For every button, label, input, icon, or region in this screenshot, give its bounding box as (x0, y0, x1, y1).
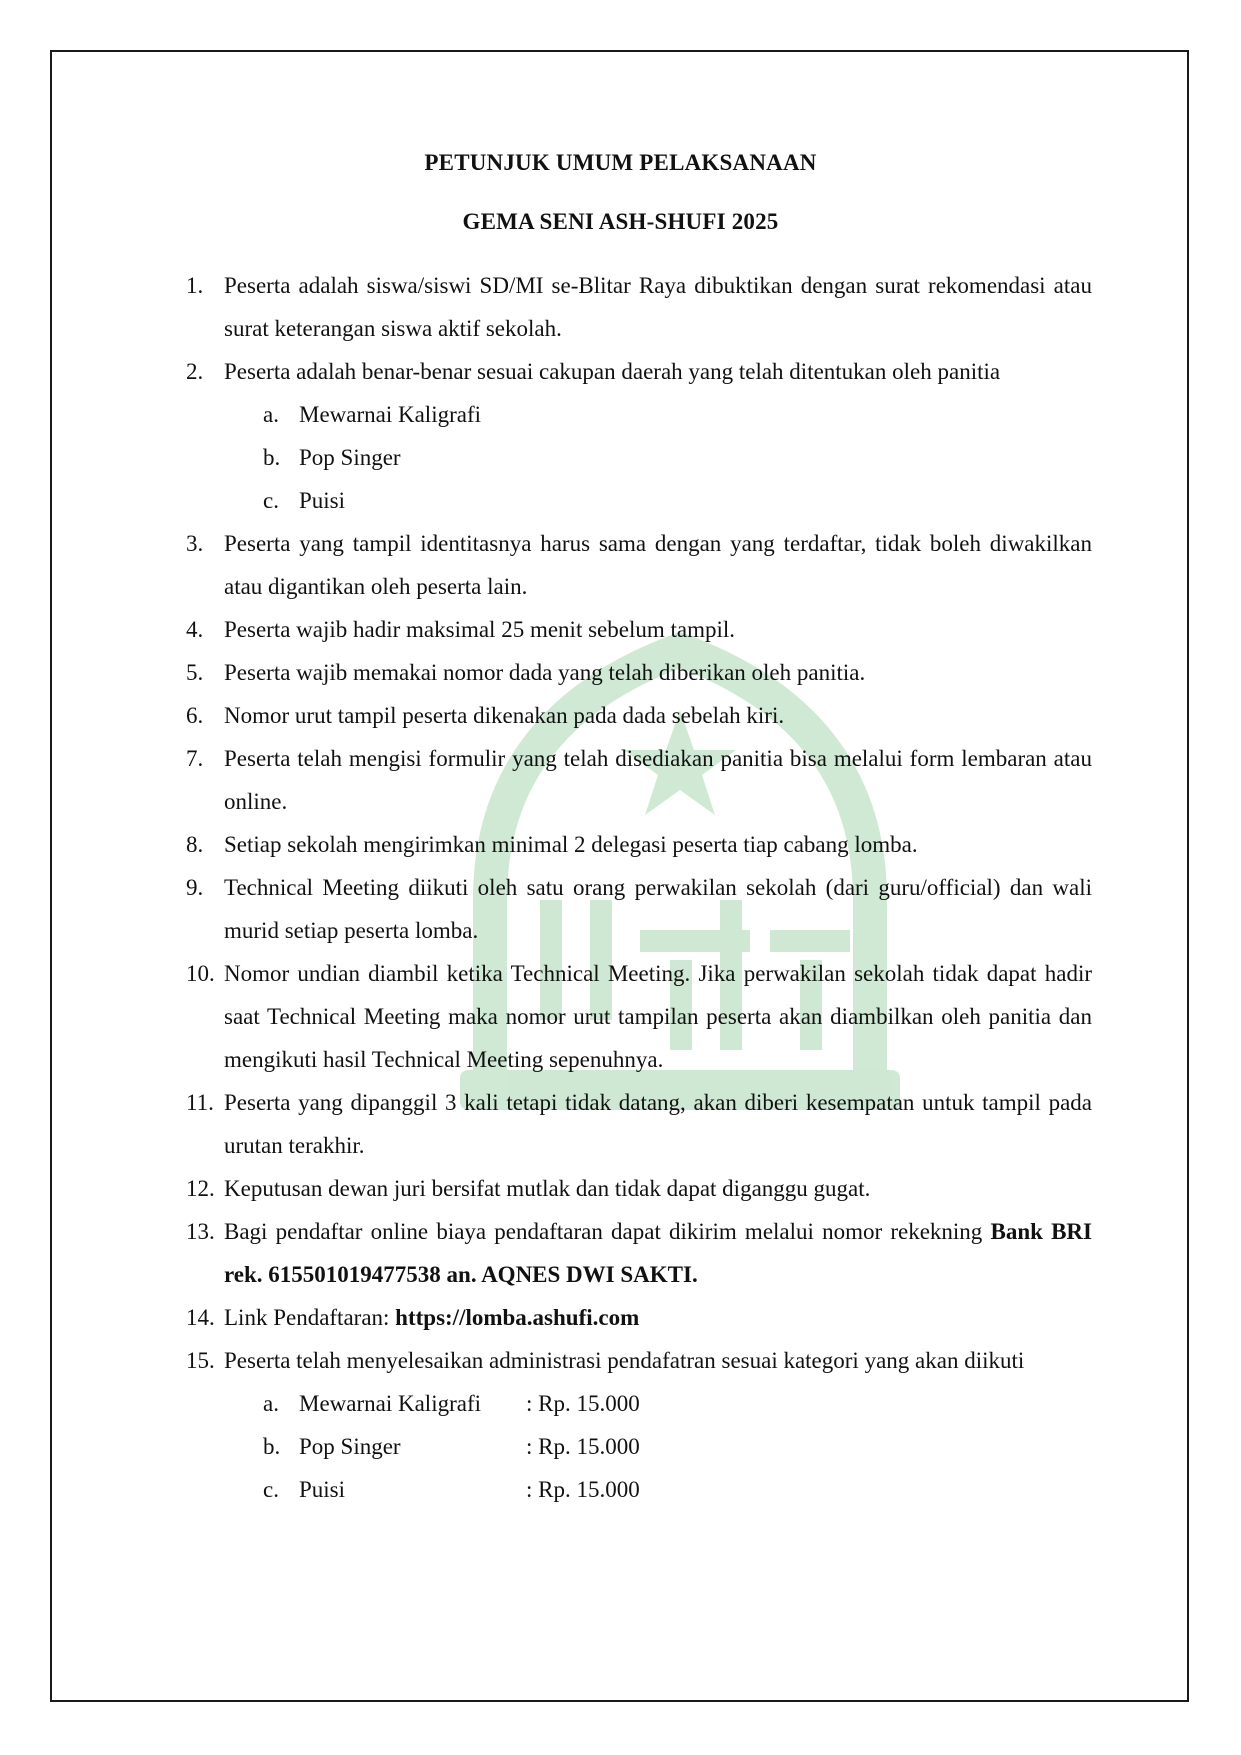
fee-letter: c. (263, 1477, 279, 1502)
category-letter: c. (263, 488, 279, 513)
item-text: Bagi pendaftar online biaya pendaftaran dapat dikirim melalui nomor rekekning (224, 1219, 991, 1244)
item-number: 8. (186, 832, 204, 857)
fee-item (186, 1468, 1092, 1511)
category-item (186, 479, 1092, 522)
item-text: Nomor undian diambil ketika Technical Meeting. Jika perwakilan sekolah tidak dapat hadir saat Technical Meeting maka nomor urut tampilan peserta akan diambilkan oleh panitia dan mengikuti hasil Technical Meeting sepenuhnya. (224, 961, 1092, 1072)
fee-amount: : Rp. 15.000 (526, 1477, 640, 1502)
item-text: Peserta wajib hadir maksimal 25 menit sebelum tampil. (224, 617, 735, 642)
item-text: Peserta telah menyelesaikan administrasi pendafatran sesuai kategori yang akan diikuti (224, 1348, 1025, 1373)
list-item (186, 952, 1092, 1081)
item-text: Peserta yang tampil identitasnya harus sama dengan yang terdaftar, tidak boleh diwakilkan atau digantikan oleh peserta lain. (224, 531, 1092, 599)
item-number: 2. (186, 359, 204, 384)
list-item (186, 823, 1092, 866)
list-item (186, 651, 1092, 694)
item-number: 5. (186, 660, 204, 685)
item-number: 10. (186, 961, 215, 986)
list-item (186, 522, 1092, 608)
item-text: Nomor urut tampil peserta dikenakan pada dada sebelah kiri. (224, 703, 785, 728)
item-text: Peserta telah mengisi formulir yang telah disediakan panitia bisa melalui form lembaran atau online. (224, 746, 1092, 814)
fee-amount: : Rp. 15.000 (526, 1434, 640, 1459)
item-number: 4. (186, 617, 204, 642)
fee-item (186, 1425, 1092, 1468)
list-item (186, 608, 1092, 651)
fee-category: Pop Singer (299, 1434, 401, 1459)
list-item (186, 264, 1092, 350)
item-number: 15. (186, 1348, 215, 1373)
list-item (186, 737, 1092, 823)
item-number: 9. (186, 875, 204, 900)
fee-letter: a. (263, 1391, 279, 1416)
item-text: Peserta adalah siswa/siswi SD/MI se-Blitar Raya dibuktikan dengan surat rekomendasi atau surat keterangan siswa aktif sekolah. (224, 273, 1092, 341)
category-name: Pop Singer (299, 445, 401, 470)
category-name: Puisi (299, 488, 346, 513)
item-text: Peserta yang dipanggil 3 kali tetapi tidak datang, akan diberi kesempatan untuk tampil pada urutan terakhir. (224, 1090, 1092, 1158)
item-text: Keputusan dewan juri bersifat mutlak dan tidak dapat diganggu gugat. (224, 1176, 871, 1201)
category-name: Mewarnai Kaligrafi (299, 402, 482, 427)
item-text: Technical Meeting diikuti oleh satu orang perwakilan sekolah (dari guru/official) dan wali murid setiap peserta lomba. (224, 875, 1092, 943)
list-item (186, 350, 1092, 393)
document-title: PETUNJUK UMUM PELAKSANAAN (424, 150, 817, 175)
fee-item (186, 1382, 1092, 1425)
list-item (186, 1296, 1092, 1339)
item-text: Peserta adalah benar-benar sesuai cakupan daerah yang telah ditentukan oleh panitia (224, 359, 1001, 384)
list-item (186, 1339, 1092, 1382)
bank-account-text: Bank BRI rek. 615501019477538 an. AQNES DWI SAKTI. (224, 1219, 1092, 1287)
item-text: Setiap sekolah mengirimkan minimal 2 delegasi peserta tiap cabang lomba. (224, 832, 918, 857)
rules-list (186, 264, 1092, 1511)
item-number: 7. (186, 746, 204, 771)
category-item (186, 393, 1092, 436)
item-number: 13. (186, 1219, 215, 1244)
list-item (186, 1167, 1092, 1210)
item-text: Peserta wajib memakai nomor dada yang telah diberikan oleh panitia. (224, 660, 866, 685)
item-number: 3. (186, 531, 204, 556)
category-letter: a. (263, 402, 279, 427)
fee-amount: : Rp. 15.000 (526, 1391, 640, 1416)
category-item (186, 436, 1092, 479)
fee-category: Mewarnai Kaligrafi (299, 1391, 482, 1416)
list-item (186, 1210, 1092, 1296)
fee-letter: b. (263, 1434, 281, 1459)
item-text: Link Pendaftaran: (224, 1305, 396, 1330)
item-number: 12. (186, 1176, 215, 1201)
item-number: 6. (186, 703, 204, 728)
list-item (186, 694, 1092, 737)
list-item (186, 866, 1092, 952)
category-letter: b. (263, 445, 281, 470)
item-number: 14. (186, 1305, 215, 1330)
registration-link[interactable]: https://lomba.ashufi.com (395, 1305, 640, 1330)
fee-category: Puisi (299, 1477, 346, 1502)
item-number: 1. (186, 273, 204, 298)
list-item (186, 1081, 1092, 1167)
item-number: 11. (186, 1090, 214, 1115)
document-subtitle: GEMA SENI ASH-SHUFI 2025 (462, 209, 779, 234)
